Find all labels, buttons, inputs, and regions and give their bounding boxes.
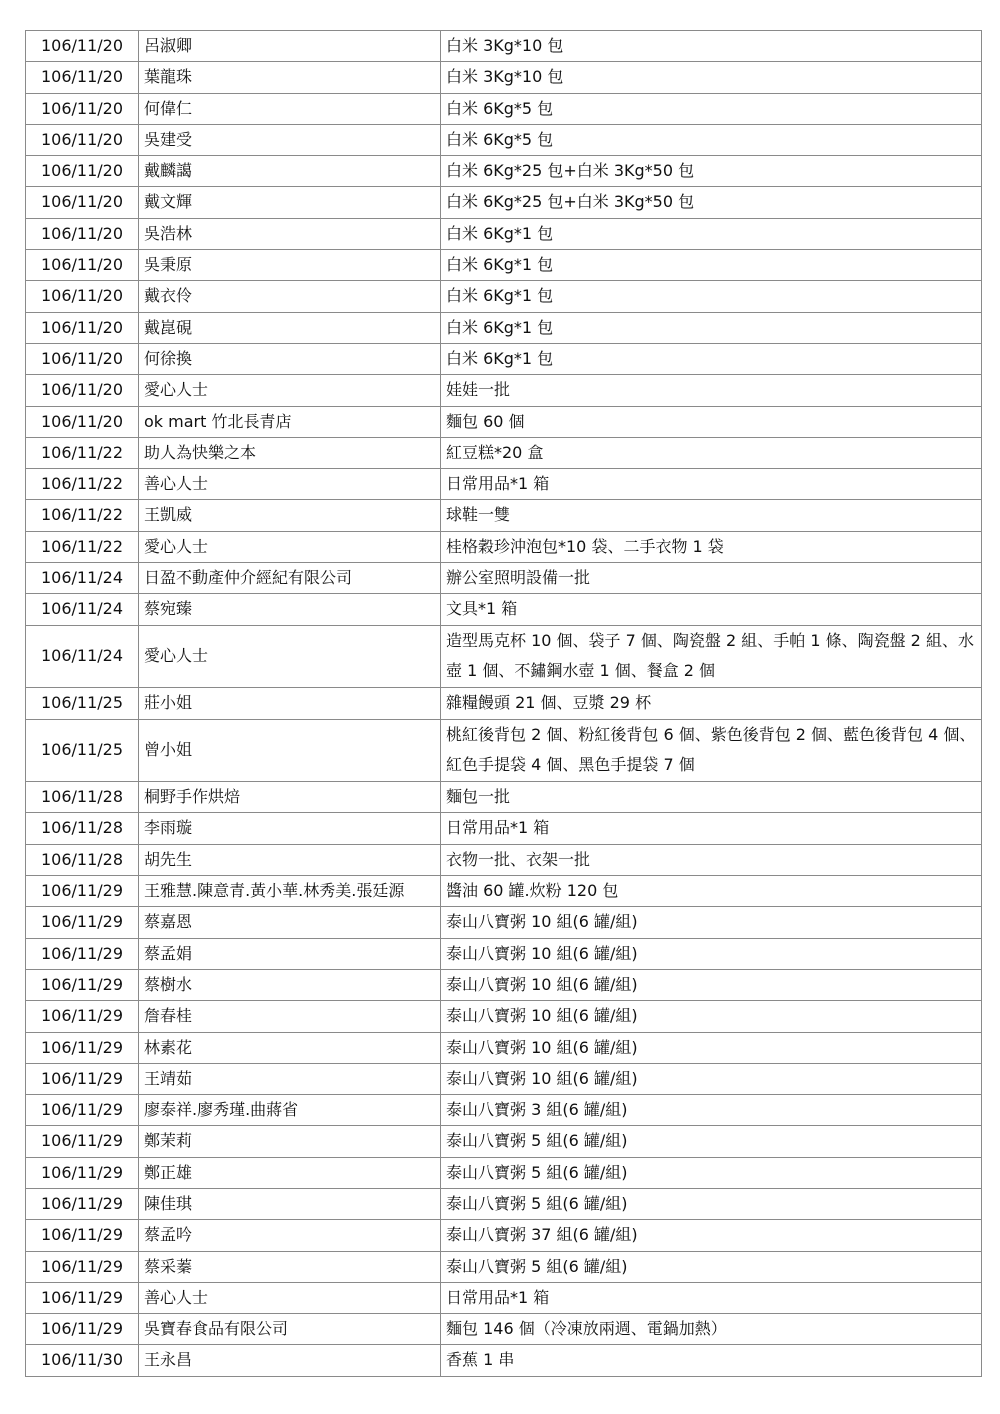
item-cell: 造型馬克杯 10 個、袋子 7 個、陶瓷盤 2 組、手帕 1 條、陶瓷盤 2 組、水壺 1 個、不鏽鋼水壺 1 個、餐盒 2 個	[441, 625, 982, 688]
donor-cell: 愛心人士	[139, 375, 441, 406]
table-row	[26, 563, 982, 594]
date-cell: 106/11/20	[26, 281, 139, 312]
donor-cell: 蔡采蓁	[139, 1251, 441, 1282]
item-cell: 桃紅後背包 2 個、粉紅後背包 6 個、紫色後背包 2 個、藍色後背包 4 個、紅色手提袋 4 個、黑色手提袋 7 個	[441, 719, 982, 782]
donor-cell: 王永昌	[139, 1345, 441, 1376]
donor-cell: 桐野手作烘焙	[139, 782, 441, 813]
table-row	[26, 844, 982, 875]
item-cell: 泰山八寶粥 37 組(6 罐/組)	[441, 1220, 982, 1251]
donor-cell: 廖泰祥.廖秀瑾.曲蔣省	[139, 1095, 441, 1126]
donor-cell: 吳寶春食品有限公司	[139, 1314, 441, 1345]
date-cell: 106/11/22	[26, 437, 139, 468]
donor-cell: 鄭茉莉	[139, 1126, 441, 1157]
date-cell: 106/11/22	[26, 500, 139, 531]
item-cell: 泰山八寶粥 5 組(6 罐/組)	[441, 1157, 982, 1188]
donor-cell: 胡先生	[139, 844, 441, 875]
date-cell: 106/11/20	[26, 156, 139, 187]
table-row	[26, 187, 982, 218]
table-row	[26, 1314, 982, 1345]
table-row	[26, 938, 982, 969]
donor-cell: 愛心人士	[139, 531, 441, 562]
table-row	[26, 1157, 982, 1188]
table-row	[26, 218, 982, 249]
item-cell: 泰山八寶粥 10 組(6 罐/組)	[441, 1032, 982, 1063]
date-cell: 106/11/20	[26, 124, 139, 155]
donor-cell: 蔡孟娟	[139, 938, 441, 969]
donation-table	[25, 30, 982, 1377]
date-cell: 106/11/28	[26, 844, 139, 875]
item-cell: 麵包 60 個	[441, 406, 982, 437]
item-cell: 香蕉 1 串	[441, 1345, 982, 1376]
item-cell: 文具*1 箱	[441, 594, 982, 625]
item-cell: 白米 6Kg*5 包	[441, 93, 982, 124]
table-row	[26, 93, 982, 124]
date-cell: 106/11/29	[26, 1126, 139, 1157]
date-cell: 106/11/29	[26, 876, 139, 907]
item-cell: 白米 6Kg*1 包	[441, 312, 982, 343]
table-row	[26, 156, 982, 187]
donor-cell: 蔡嘉恩	[139, 907, 441, 938]
item-cell: 泰山八寶粥 10 組(6 罐/組)	[441, 1001, 982, 1032]
table-row	[26, 907, 982, 938]
item-cell: 日常用品*1 箱	[441, 1282, 982, 1313]
donor-cell: 曾小姐	[139, 719, 441, 782]
table-row	[26, 1220, 982, 1251]
item-cell: 娃娃一批	[441, 375, 982, 406]
donor-cell: 善心人士	[139, 1282, 441, 1313]
table-row	[26, 1282, 982, 1313]
donor-cell: 鄭正雄	[139, 1157, 441, 1188]
table-row	[26, 500, 982, 531]
donation-table-body	[26, 31, 982, 1377]
date-cell: 106/11/28	[26, 782, 139, 813]
date-cell: 106/11/29	[26, 1282, 139, 1313]
date-cell: 106/11/29	[26, 907, 139, 938]
date-cell: 106/11/20	[26, 312, 139, 343]
date-cell: 106/11/24	[26, 563, 139, 594]
donor-cell: 呂淑卿	[139, 31, 441, 62]
date-cell: 106/11/29	[26, 1095, 139, 1126]
date-cell: 106/11/20	[26, 31, 139, 62]
date-cell: 106/11/29	[26, 1032, 139, 1063]
date-cell: 106/11/25	[26, 688, 139, 719]
date-cell: 106/11/20	[26, 187, 139, 218]
table-row	[26, 469, 982, 500]
date-cell: 106/11/29	[26, 938, 139, 969]
donor-cell: 王靖茹	[139, 1063, 441, 1094]
table-row	[26, 1251, 982, 1282]
date-cell: 106/11/20	[26, 62, 139, 93]
date-cell: 106/11/29	[26, 1188, 139, 1219]
item-cell: 白米 6Kg*1 包	[441, 218, 982, 249]
donor-cell: 善心人士	[139, 469, 441, 500]
date-cell: 106/11/29	[26, 1314, 139, 1345]
date-cell: 106/11/20	[26, 375, 139, 406]
donor-cell: 王凱威	[139, 500, 441, 531]
date-cell: 106/11/30	[26, 1345, 139, 1376]
table-row	[26, 969, 982, 1000]
date-cell: 106/11/20	[26, 93, 139, 124]
table-row	[26, 531, 982, 562]
date-cell: 106/11/24	[26, 625, 139, 688]
item-cell: 泰山八寶粥 10 組(6 罐/組)	[441, 907, 982, 938]
table-row	[26, 782, 982, 813]
item-cell: 泰山八寶粥 3 組(6 罐/組)	[441, 1095, 982, 1126]
date-cell: 106/11/29	[26, 1157, 139, 1188]
item-cell: 辦公室照明設備一批	[441, 563, 982, 594]
date-cell: 106/11/25	[26, 719, 139, 782]
table-row	[26, 1345, 982, 1376]
date-cell: 106/11/24	[26, 594, 139, 625]
date-cell: 106/11/29	[26, 969, 139, 1000]
table-row	[26, 594, 982, 625]
item-cell: 麵包一批	[441, 782, 982, 813]
item-cell: 白米 6Kg*25 包+白米 3Kg*50 包	[441, 187, 982, 218]
table-row	[26, 1188, 982, 1219]
table-row	[26, 62, 982, 93]
donor-cell: 日盈不動產仲介經紀有限公司	[139, 563, 441, 594]
donor-cell: ok mart 竹北長青店	[139, 406, 441, 437]
item-cell: 泰山八寶粥 5 組(6 罐/組)	[441, 1251, 982, 1282]
donor-cell: 戴文輝	[139, 187, 441, 218]
donor-cell: 李雨璇	[139, 813, 441, 844]
table-row	[26, 813, 982, 844]
date-cell: 106/11/29	[26, 1220, 139, 1251]
item-cell: 白米 6Kg*5 包	[441, 124, 982, 155]
table-row	[26, 719, 982, 782]
item-cell: 泰山八寶粥 10 組(6 罐/組)	[441, 969, 982, 1000]
item-cell: 白米 3Kg*10 包	[441, 31, 982, 62]
table-row	[26, 343, 982, 374]
table-row	[26, 1095, 982, 1126]
item-cell: 日常用品*1 箱	[441, 469, 982, 500]
donor-cell: 何偉仁	[139, 93, 441, 124]
item-cell: 泰山八寶粥 5 組(6 罐/組)	[441, 1188, 982, 1219]
donor-cell: 助人為快樂之本	[139, 437, 441, 468]
donor-cell: 林素花	[139, 1032, 441, 1063]
item-cell: 衣物一批、衣架一批	[441, 844, 982, 875]
item-cell: 白米 3Kg*10 包	[441, 62, 982, 93]
item-cell: 日常用品*1 箱	[441, 813, 982, 844]
date-cell: 106/11/29	[26, 1001, 139, 1032]
donor-cell: 吳浩林	[139, 218, 441, 249]
item-cell: 白米 6Kg*25 包+白米 3Kg*50 包	[441, 156, 982, 187]
item-cell: 醬油 60 罐.炊粉 120 包	[441, 876, 982, 907]
date-cell: 106/11/29	[26, 1063, 139, 1094]
item-cell: 桂格穀珍沖泡包*10 袋、二手衣物 1 袋	[441, 531, 982, 562]
table-row	[26, 1032, 982, 1063]
item-cell: 麵包 146 個（冷凍放兩週、電鍋加熱）	[441, 1314, 982, 1345]
donor-cell: 葉龍珠	[139, 62, 441, 93]
donor-cell: 蔡孟吟	[139, 1220, 441, 1251]
table-row	[26, 625, 982, 688]
donor-cell: 王雅慧.陳意青.黃小華.林秀美.張廷源	[139, 876, 441, 907]
donor-cell: 戴崑硯	[139, 312, 441, 343]
item-cell: 泰山八寶粥 10 組(6 罐/組)	[441, 1063, 982, 1094]
table-row	[26, 876, 982, 907]
document-page	[25, 30, 976, 1377]
date-cell: 106/11/20	[26, 218, 139, 249]
donor-cell: 莊小姐	[139, 688, 441, 719]
table-row	[26, 375, 982, 406]
donor-cell: 愛心人士	[139, 625, 441, 688]
item-cell: 白米 6Kg*1 包	[441, 281, 982, 312]
item-cell: 泰山八寶粥 10 組(6 罐/組)	[441, 938, 982, 969]
table-row	[26, 1001, 982, 1032]
table-row	[26, 312, 982, 343]
item-cell: 紅豆糕*20 盒	[441, 437, 982, 468]
date-cell: 106/11/20	[26, 406, 139, 437]
donor-cell: 戴衣伶	[139, 281, 441, 312]
donor-cell: 蔡宛臻	[139, 594, 441, 625]
date-cell: 106/11/29	[26, 1251, 139, 1282]
table-row	[26, 31, 982, 62]
item-cell: 雜糧饅頭 21 個、豆漿 29 杯	[441, 688, 982, 719]
donor-cell: 詹春桂	[139, 1001, 441, 1032]
table-row	[26, 281, 982, 312]
item-cell: 球鞋一雙	[441, 500, 982, 531]
table-row	[26, 124, 982, 155]
donor-cell: 蔡樹水	[139, 969, 441, 1000]
donor-cell: 吳秉原	[139, 250, 441, 281]
table-row	[26, 250, 982, 281]
date-cell: 106/11/28	[26, 813, 139, 844]
date-cell: 106/11/22	[26, 531, 139, 562]
table-row	[26, 406, 982, 437]
item-cell: 泰山八寶粥 5 組(6 罐/組)	[441, 1126, 982, 1157]
table-row	[26, 688, 982, 719]
table-row	[26, 1063, 982, 1094]
item-cell: 白米 6Kg*1 包	[441, 250, 982, 281]
item-cell: 白米 6Kg*1 包	[441, 343, 982, 374]
donor-cell: 陳佳琪	[139, 1188, 441, 1219]
table-row	[26, 1126, 982, 1157]
donor-cell: 吳建受	[139, 124, 441, 155]
donor-cell: 戴麟譪	[139, 156, 441, 187]
donor-cell: 何徐換	[139, 343, 441, 374]
date-cell: 106/11/22	[26, 469, 139, 500]
date-cell: 106/11/20	[26, 250, 139, 281]
table-row	[26, 437, 982, 468]
date-cell: 106/11/20	[26, 343, 139, 374]
